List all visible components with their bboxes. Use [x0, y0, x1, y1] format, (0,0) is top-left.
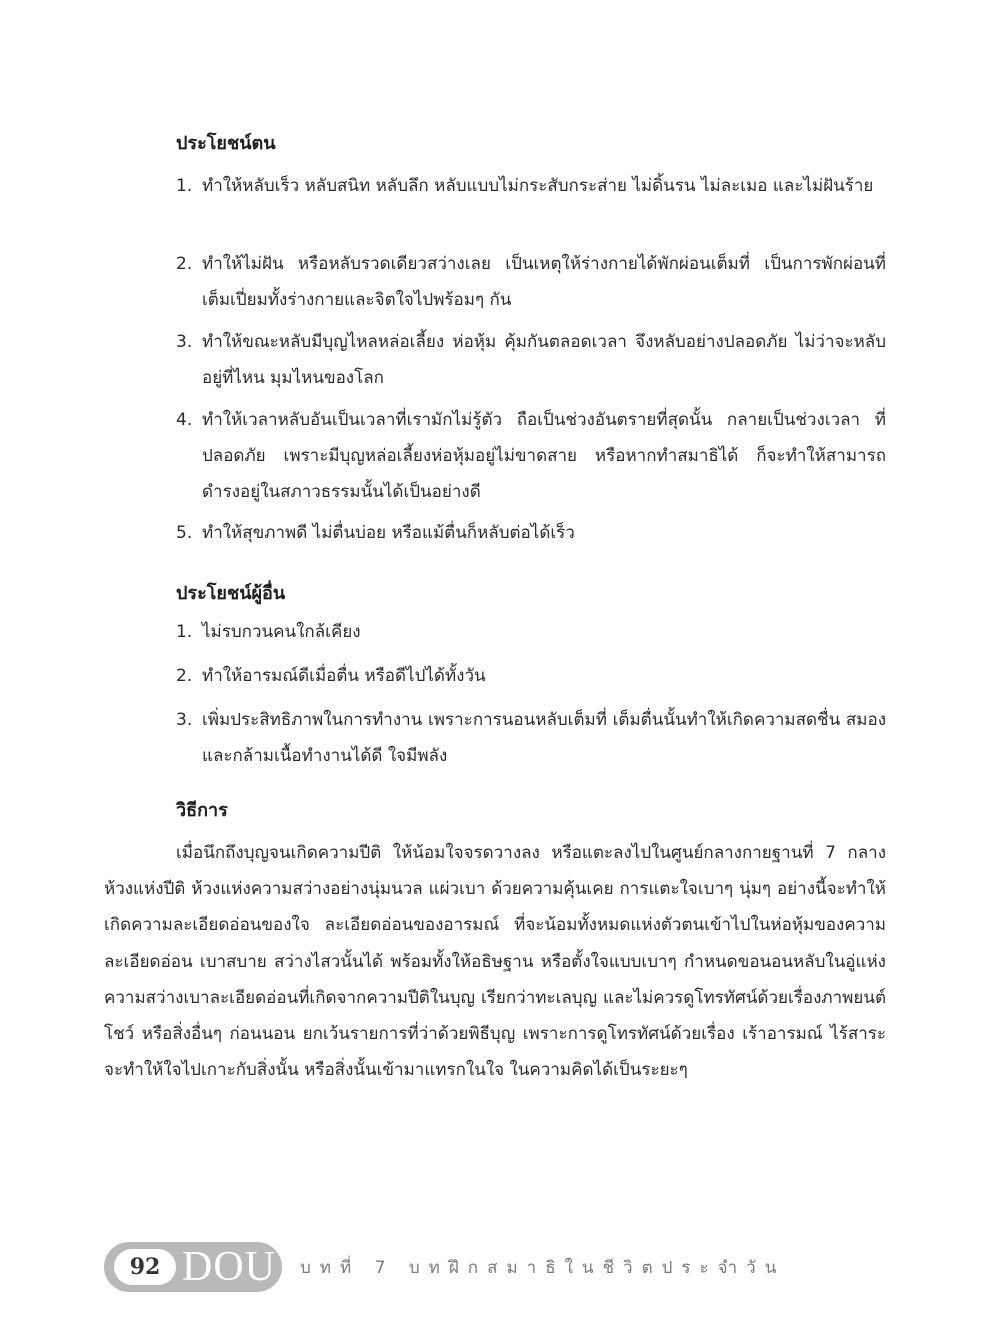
brand-logo: DOU: [182, 1244, 276, 1290]
page-footer: [104, 1242, 804, 1292]
list-text: ทำให้หลับเร็ว หลับสนิท หลับลึก หลับแบบไม่กระสับกระส่าย ไม่ดิ้นรน ไม่ละเมอ และไม่ฝันร้าย: [202, 176, 874, 196]
heading-others-benefits: ประโยชน์ผู้อื่น: [176, 583, 286, 604]
list-number: 2.: [176, 254, 193, 274]
list-item: [176, 324, 886, 396]
list-number: 3.: [176, 710, 193, 730]
list-number: 1.: [176, 176, 193, 196]
list-item: [176, 168, 886, 204]
list-item: [176, 402, 886, 510]
list-number: 1.: [176, 622, 193, 642]
heading-method: วิธีการ: [176, 800, 228, 821]
list-text: ทำให้ขณะหลับมีบุญไหลหล่อเลี้ยง ห่อหุ้ม คุ้มกันตลอดเวลา จึงหลับอย่างปลอดภัย ไม่ว่าจะหลับอยู่ที่ไหน มุมไหนของโลก: [202, 332, 886, 388]
list-text: เพิ่มประสิทธิภาพในการทำงาน เพราะการนอนหลับเต็มที่ เต็มตื่นนั้นทำให้เกิดความสดชื่น สมองและกล้ามเนื้อทำงานได้ดี ใจมีพลัง: [202, 710, 886, 766]
heading-self-benefits: ประโยชน์ตน: [176, 133, 276, 154]
list-item: [176, 614, 886, 650]
method-paragraph: เมื่อนึกถึงบุญจนเกิดความปีติ ให้น้อมใจจรดวางลง หรือแตะลงไปในศูนย์กลางกายฐานที่ 7 กลางห้วงแห่งปีติ ห้วงแห่งความสว่างอย่างนุ่มนวล แผ่วเบา ด้วยความคุ้นเคย การแตะใจเบาๆ นุ่มๆ อย่างนี้จะทำให้เกิดความละเอียดอ่อนของใจ ละเอียดอ่อนของอารมณ์ ที่จะน้อมทั้งหมดแห่งตัวตนเข้าไปในห่อหุ้มของความละเอียดอ่อน เบาสบาย สว่างไสวนั้นได้ พร้อมทั้งให้อธิษฐาน หรือตั้งใจแบบเบาๆ กำหนดขอนอนหลับในอู่แห่งความสว่างเบาละเอียดอ่อนที่เกิดจากความปีติในบุญ เรียกว่าทะเลบุญ และไม่ควรดูโทรทัศน์ด้วยเรื่องภาพยนต์ โชว์ หรือสิ่งอื่นๆ ก่อนนอน ยกเว้นรายการที่ว่าด้วยพิธีบุญ เพราะการดูโทรทัศน์ด้วยเรื่อง เร้าอารมณ์ ไร้สาระจะทำให้ใจไปเกาะกับสิ่งนั้น หรือสิ่งนั้นเข้ามาแทรกในใจ ในความคิดได้เป็นระยะๆ: [104, 843, 886, 1081]
list-text: ทำให้เวลาหลับอันเป็นเวลาที่เรามักไม่รู้ตัว ถือเป็นช่วงอันตรายที่สุดนั้น กลายเป็นช่วงเวลา ที่ปลอดภัย เพราะมีบุญหล่อเลี้ยงห่อหุ้มอยู่ไม่ขาดสาย หรือหากทำสมาธิได้ ก็จะทำให้สามารถดำรงอยู่ในสภาวธรรมนั้นได้เป็นอย่างดี: [202, 410, 886, 502]
chapter-title: บทที่ 7 บทฝึกสมาธิในชีวิตประจำวัน: [300, 1258, 786, 1278]
list-text: ทำให้สุขภาพดี ไม่ตื่นบ่อย หรือแม้ตื่นก็หลับต่อได้เร็ว: [202, 523, 575, 543]
list-text: ไม่รบกวนคนใกล้เคียง: [202, 622, 361, 642]
list-text: ทำให้อารมณ์ดีเมื่อตื่น หรือดีไปได้ทั้งวัน: [202, 666, 486, 686]
page-number: 92: [114, 1249, 176, 1285]
list-text: ทำให้ไม่ฝัน หรือหลับรวดเดียวสว่างเลย เป็นเหตุให้ร่างกายได้พักผ่อนเต็มที่ เป็นการพักผ่อนที่เต็มเปี่ยมทั้งร่างกายและจิตใจไปพร้อมๆ กัน: [202, 254, 886, 310]
list-number: 4.: [176, 410, 193, 430]
list-item: [176, 658, 886, 694]
list-item: [176, 515, 886, 551]
footer-badge: [104, 1242, 282, 1292]
list-item: [176, 702, 886, 774]
list-number: 2.: [176, 666, 193, 686]
list-item: [176, 246, 886, 318]
list-number: 3.: [176, 332, 193, 352]
list-number: 5.: [176, 523, 193, 543]
